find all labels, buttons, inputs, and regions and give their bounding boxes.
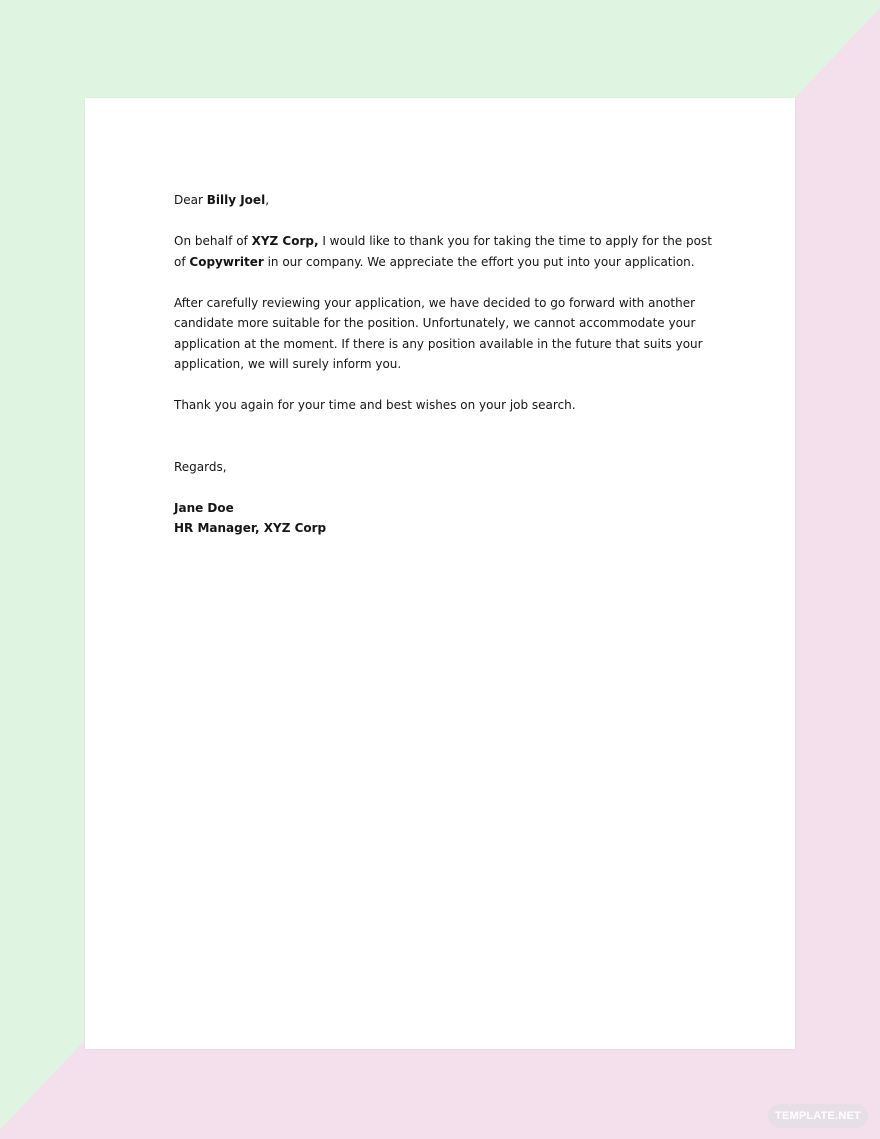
paragraph-thanks-part-b: I would like to thank you for taking the time to apply for the post of: [174, 234, 712, 269]
position-name: Copywriter: [189, 254, 264, 269]
company-name: XYZ Corp,: [251, 234, 319, 248]
paragraph-decision: After carefully reviewing your application, we have decided to go forward with another candidate more suitable for the position. Unfortunately, we cannot accommodate your application at the moment. If there is any position available in the future that suits your application, we will surely inform you.: [174, 295, 703, 371]
salutation-prefix: Dear: [174, 193, 207, 207]
signature-block: [174, 498, 714, 539]
letter-page: [85, 98, 795, 1049]
salutation: [174, 190, 714, 211]
recipient-name: Billy Joel: [206, 193, 266, 207]
watermark-badge: TEMPLATE.NET: [768, 1104, 868, 1128]
paragraph-closing-wishes: Thank you again for your time and best wishes on your job search.: [174, 398, 576, 412]
letter-body: [174, 190, 714, 539]
salutation-suffix: ,: [265, 193, 270, 207]
sender-name: Jane Doe: [174, 500, 234, 515]
spacer: [174, 436, 714, 457]
sender-title: HR Manager, XYZ Corp: [174, 521, 327, 535]
closing: Regards,: [174, 459, 227, 474]
paragraph-thanks-part-c: in our company. We appreciate the effort you put into your application.: [263, 254, 695, 269]
paragraph-thanks-part-a: On behalf of: [174, 234, 252, 248]
paragraph-thanks: [174, 231, 714, 272]
